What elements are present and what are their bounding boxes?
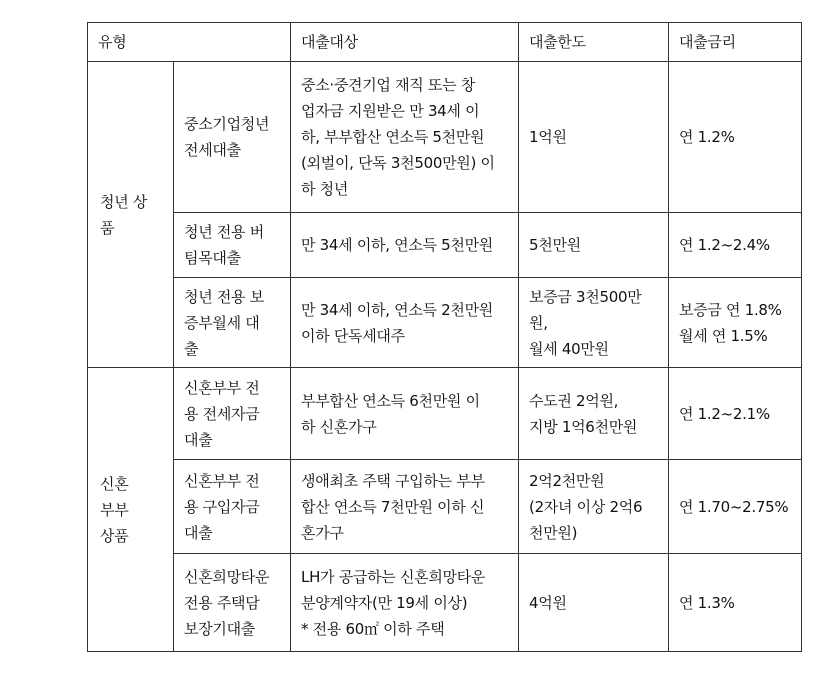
loan-limit: 보증금 3천500만 원, 월세 40만원 [519, 278, 669, 368]
loan-target: 중소·중견기업 재직 또는 창 업자금 지원받은 만 34세 이 하, 부부합산 연소득 5천만원 (외벌이, 단독 3천500만원) 이 하 청년 [291, 62, 519, 213]
table-header-row [88, 23, 802, 62]
product-name: 중소기업청년 전세대출 [174, 62, 291, 213]
loan-rate: 연 1.3% [669, 554, 802, 652]
product-name: 청년 전용 보 증부월세 대 출 [174, 278, 291, 368]
loan-target: 생애최초 주택 구입하는 부부 합산 연소득 7천만원 이하 신 혼가구 [291, 460, 519, 554]
loan-limit: 5천만원 [519, 213, 669, 278]
loan-limit: 1억원 [519, 62, 669, 213]
loan-rate: 연 1.70~2.75% [669, 460, 802, 554]
header-limit: 대출한도 [519, 23, 669, 62]
header-rate: 대출금리 [669, 23, 802, 62]
loan-rate: 연 1.2~2.4% [669, 213, 802, 278]
loan-target: 부부합산 연소득 6천만원 이 하 신혼가구 [291, 368, 519, 460]
product-name: 신혼희망타운 전용 주택담 보장기대출 [174, 554, 291, 652]
header-type: 유형 [88, 23, 291, 62]
loan-target: 만 34세 이하, 연소득 5천만원 [291, 213, 519, 278]
loan-limit: 수도권 2억원, 지방 1억6천만원 [519, 368, 669, 460]
product-name: 청년 전용 버 팀목대출 [174, 213, 291, 278]
loan-rate: 보증금 연 1.8% 월세 연 1.5% [669, 278, 802, 368]
loan-limit: 4억원 [519, 554, 669, 652]
table-row [88, 278, 802, 368]
category-newlywed: 신혼 부부 상품 [88, 368, 174, 652]
table-row [88, 368, 802, 460]
product-name: 신혼부부 전 용 전세자금 대출 [174, 368, 291, 460]
loan-target: LH가 공급하는 신혼희망타운 분양계약자(만 19세 이상) * 전용 60㎡ 이하 주택 [291, 554, 519, 652]
product-name: 신혼부부 전 용 구입자금 대출 [174, 460, 291, 554]
loan-limit: 2억2천만원 (2자녀 이상 2억6 천만원) [519, 460, 669, 554]
header-target: 대출대상 [291, 23, 519, 62]
table-row [88, 460, 802, 554]
category-youth: 청년 상 품 [88, 62, 174, 368]
loan-products-table [87, 22, 802, 652]
table-row [88, 213, 802, 278]
loan-rate: 연 1.2% [669, 62, 802, 213]
table-row [88, 62, 802, 213]
loan-target: 만 34세 이하, 연소득 2천만원 이하 단독세대주 [291, 278, 519, 368]
table-row [88, 554, 802, 652]
loan-rate: 연 1.2~2.1% [669, 368, 802, 460]
